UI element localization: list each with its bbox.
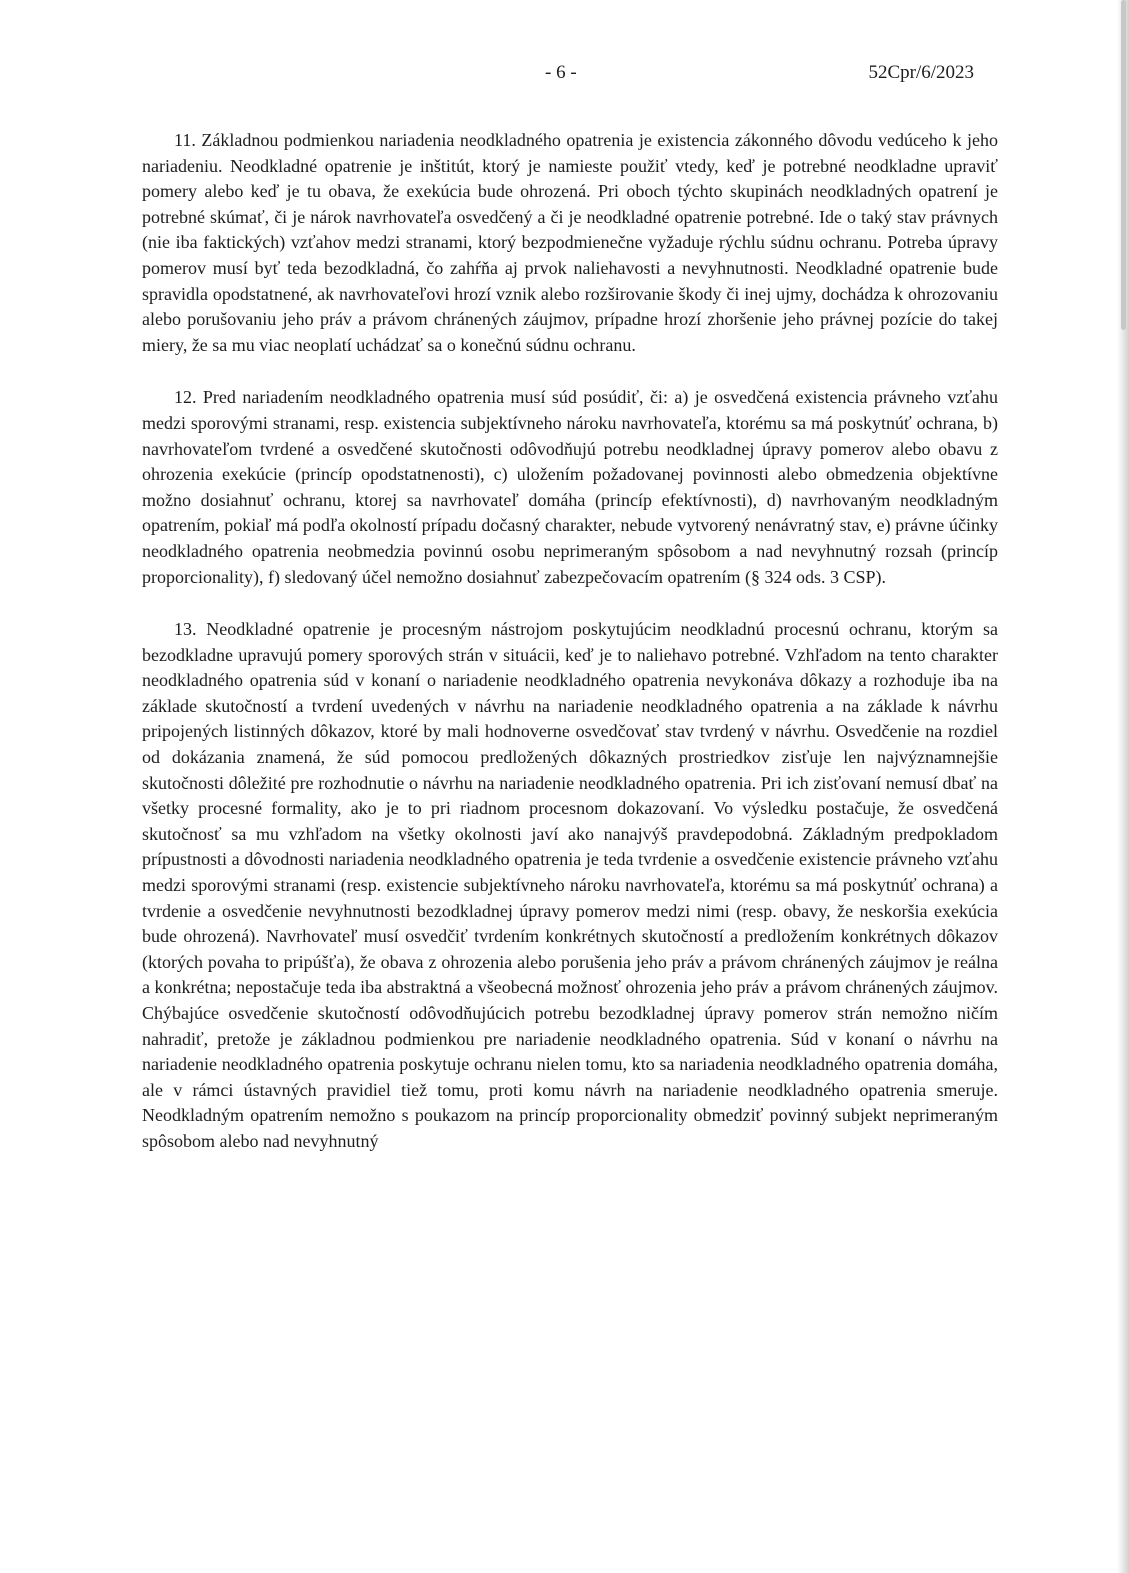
paragraph-12: 12. Pred nariadením neodkladného opatrenia musí súd posúdiť, či: a) je osvedčená existencia právneho vzťahu medzi sporovými stranami, resp. existencia subjektívneho nároku navrhovateľa, ktorému sa má poskytnúť ochrana, b) navrhovateľom tvrdené a osvedčené skutočnosti odôvodňujú potrebu neodkladnej úpravy pomerov alebo obavu z ohrozenia exekúcie (princíp opodstatnenosti), c) uložením požadovanej povinnosti alebo obmedzenia objektívne možno dosiahnuť ochranu, ktorej sa navrhovateľ domáha (princíp efektívnosti), d) navrhovaným neodkladným opatrením, pokiaľ má podľa okolností prípadu dočasný charakter, nebude vytvorený nenávratný stav, e) právne účinky neodkladného opatrenia neobmedzia povinnú osobu neprimeraným spôsobom a nad nevyhnutný rozsah (princíp proporcionality), f) sledovaný účel nemožno dosiahnuť zabezpečovacím opatrením (§ 324 ods. 3 CSP). xyxy=(142,387,998,587)
paragraph-11: 11. Základnou podmienkou nariadenia neodkladného opatrenia je existencia zákonného dôvodu vedúceho k jeho nariadeniu. Neodkladné opatrenie je inštitút, ktorý je namieste použiť vtedy, keď je potrebné neodkladne upraviť pomery alebo keď je tu obava, že exekúcia bude ohrozená. Pri oboch týchto skupinách neodkladných opatrení je potrebné skúmať, či je nárok navrhovateľa osvedčený a či je neodkladné opatrenie potrebné. Ide o taký stav právnych (nie iba faktických) vzťahov medzi stranami, ktorý bezpodmienečne vyžaduje rýchlu súdnu ochranu. Potreba úpravy pomerov musí byť teda bezodkladná, čo zahŕňa aj prvok naliehavosti a nevyhnutnosti. Neodkladné opatrenie bude spravidla opodstatnené, ak navrhovateľovi hrozí vznik alebo rozširovanie škody či inej ujmy, dochádza k ohrozovaniu alebo porušovaniu jeho práv a právom chránených záujmov, prípadne hrozí zhoršenie jeho právnej pozície do takej miery, že sa mu viac neoplatí uchádzať sa o konečnú súdnu ochranu. xyxy=(142,130,998,355)
case-number: 52Cpr/6/2023 xyxy=(868,62,974,83)
scrollbar-thumb[interactable] xyxy=(1121,0,1126,330)
paragraph-13: 13. Neodkladné opatrenie je procesným nástrojom poskytujúcim neodkladnú procesnú ochranu, ktorým sa bezodkladne upravujú pomery sporových strán v situácii, keď je to naliehavo potrebné. Vzhľadom na tento charakter neodkladného opatrenia súd v konaní o nariadenie neodkladného opatrenia nevykonáva dôkazy a rozhoduje iba na základe skutočností a tvrdení uvedených v návrhu na nariadenie neodkladného opatrenia a na základe k návrhu pripojených listinných dôkazov, ktoré by mali hodnoverne osvedčovať stav tvrdený v návrhu. Osvedčenie na rozdiel od dokázania znamená, že súd pomocou predložených dôkazných prostriedkov zisťuje len najvýznamnejšie skutočnosti dôležité pre rozhodnutie o návrhu na nariadenie neodkladného opatrenia. Pri ich zisťovaní nemusí dbať na všetky procesné formality, ako je to pri riadnom procesnom dokazovaní. Vo výsledku postačuje, že osvedčená skutočnosť sa mu vzhľadom na všetky okolnosti javí ako nanajvýš pravdepodobná. Základným predpokladom prípustnosti a dôvodnosti nariadenia neodkladného opatrenia je teda tvrdenie a osvedčenie existencie právneho vzťahu medzi sporovými stranami (resp. existencie subjektívneho nároku navrhovateľa, ktorému sa má poskytnúť ochrana) a tvrdenie a osvedčenie nevyhnutnosti bezodkladnej úpravy pomerov medzi nimi (resp. obavy, že neskoršia exekúcia bude ohrozená). Navrhovateľ musí osvedčiť tvrdením konkrétnych skutočností a predložením konkrétnych dôkazov (ktorých povaha to pripúšťa), že obava z ohrozenia alebo porušenia jeho práv a právom chránených záujmov je reálna a konkrétna; nepostačuje teda iba abstraktná a všeobecná možnosť ohrozenia jeho práv a právom chránených záujmov. Chýbajúce osvedčenie skutočností odôvodňujúcich potrebu bezodkladnej úpravy pomerov strán nemožno ničím nahradiť, pretože je základnou podmienkou pre nariadenie neodkladného opatrenia. Súd v konaní o návrhu na nariadenie neodkladného opatrenia poskytuje ochranu nielen tomu, kto sa nariadenia neodkladného opatrenia domáha, ale v rámci ústavných pravidiel tiež tomu, proti komu návrh na nariadenie neodkladného opatrenia smeruje. Neodkladným opatrením nemožno s poukazom na princíp proporcionality obmedziť povinný subjekt neprimeraným spôsobom alebo nad nevyhnutný xyxy=(142,619,998,1151)
document-body xyxy=(142,128,998,1182)
page-header xyxy=(0,62,1129,92)
page-number: - 6 - xyxy=(545,62,577,83)
